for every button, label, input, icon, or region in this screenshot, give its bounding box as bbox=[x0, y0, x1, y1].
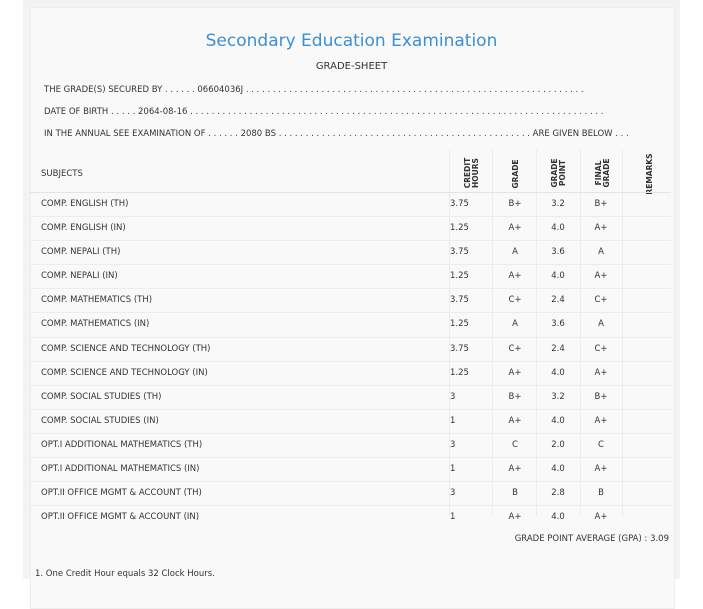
grade-point-cell: 4.0 bbox=[551, 271, 565, 282]
credit-hours-cell: 1 bbox=[450, 512, 456, 523]
grade-point-cell: 3.2 bbox=[551, 391, 565, 402]
grade-header: GRADE bbox=[511, 159, 520, 189]
footnote: 1. One Credit Hour equals 32 Clock Hours. bbox=[35, 569, 215, 579]
grade-cell: A bbox=[512, 247, 518, 258]
subject-cell: COMP. NEPALI (TH) bbox=[41, 247, 121, 258]
credit-hours-cell: 3 bbox=[450, 439, 456, 450]
subject-cell: OPT.II OFFICE MGMT & ACCOUNT (TH) bbox=[41, 488, 202, 499]
final-grade-cell: A bbox=[598, 319, 604, 330]
table-row bbox=[30, 433, 671, 457]
table-row bbox=[30, 361, 671, 385]
subject-cell: OPT.I ADDITIONAL MATHEMATICS (IN) bbox=[41, 464, 200, 475]
subject-cell: OPT.I ADDITIONAL MATHEMATICS (TH) bbox=[41, 439, 203, 450]
secured-by-line: THE GRADE(S) SECURED BY . . . . . . 06604036J . . . . . . . . . . . . . . . . . . . . . . . . . . . . . . . . . . . . . . . . . . . . . . . . . . . . . . . . . . . . . . . bbox=[44, 85, 584, 95]
credit-hours-cell: 3.75 bbox=[450, 343, 469, 354]
final-grade-header: FINAL GRADE bbox=[594, 158, 611, 188]
grade-point-cell: 2.4 bbox=[551, 295, 565, 306]
table-row bbox=[30, 409, 671, 433]
table-row bbox=[30, 457, 671, 481]
final-grade-cell: B+ bbox=[594, 199, 608, 209]
grade-cell: B+ bbox=[508, 199, 522, 209]
table-row bbox=[30, 264, 671, 288]
table-row bbox=[30, 481, 671, 505]
grade-point-cell: 3.2 bbox=[551, 199, 565, 209]
credit-hours-cell: 1.25 bbox=[450, 271, 469, 282]
credit-hours-header: CREDIT HOURS bbox=[463, 157, 480, 189]
credit-hours-cell: 1 bbox=[450, 464, 456, 475]
grade-point-cell: 2.0 bbox=[551, 439, 565, 450]
table-row bbox=[30, 240, 671, 264]
grade-point-cell: 3.6 bbox=[551, 247, 565, 258]
final-grade-cell: A+ bbox=[594, 464, 608, 475]
subject-cell: COMP. ENGLISH (TH) bbox=[41, 199, 129, 209]
final-grade-cell: A+ bbox=[594, 367, 608, 378]
grade-cell: A+ bbox=[508, 223, 522, 234]
sheet-subtitle: GRADE-SHEET bbox=[315, 61, 388, 72]
grade-cell: B+ bbox=[508, 391, 522, 402]
credit-hours-cell: 1 bbox=[450, 415, 456, 426]
table-row bbox=[30, 385, 671, 409]
final-grade-cell: A+ bbox=[594, 415, 608, 426]
subject-cell: COMP. SCIENCE AND TECHNOLOGY (TH) bbox=[41, 343, 211, 354]
exam-line: IN THE ANNUAL SEE EXAMINATION OF . . . . . . 2080 BS . . . . . . . . . . . . . . . . . . . . . . . . . . . . . . . . . . . . . . . . . . . . . . . ARE GIVEN BELOW . . . bbox=[44, 129, 629, 139]
credit-hours-cell: 3 bbox=[450, 488, 456, 499]
table-row bbox=[30, 312, 671, 336]
subject-cell: COMP. SOCIAL STUDIES (IN) bbox=[41, 415, 159, 426]
grade-point-cell: 4.0 bbox=[551, 512, 565, 523]
credit-hours-cell: 1.25 bbox=[450, 367, 469, 378]
grade-point-cell: 4.0 bbox=[551, 367, 565, 378]
grade-point-cell: 4.0 bbox=[551, 464, 565, 475]
grade-point-header: GRADE POINT bbox=[550, 158, 567, 188]
grade-cell: A+ bbox=[508, 464, 522, 475]
subject-cell: COMP. MATHEMATICS (TH) bbox=[41, 295, 153, 306]
final-grade-cell: A+ bbox=[594, 271, 608, 282]
credit-hours-cell: 3.75 bbox=[450, 199, 469, 209]
grade-cell: B bbox=[512, 488, 518, 499]
subjects-header: SUBJECTS bbox=[41, 169, 83, 179]
credit-hours-cell: 3.75 bbox=[450, 295, 469, 306]
grade-point-cell: 3.6 bbox=[551, 319, 565, 330]
subject-cell: COMP. SOCIAL STUDIES (TH) bbox=[41, 391, 162, 402]
remarks-header: REMARKS bbox=[645, 153, 654, 195]
grades-table bbox=[30, 192, 671, 529]
grade-cell: C+ bbox=[508, 295, 522, 306]
table-row bbox=[30, 337, 671, 361]
date-of-birth-line: DATE OF BIRTH . . . . . 2064-08-16 . . . . . . . . . . . . . . . . . . . . . . . . . . . . . . . . . . . . . . . . . . . . . . . . . . . . . . . . . . . . . . . . . . . . . . . . . . . . . bbox=[44, 107, 604, 117]
grade-cell: C+ bbox=[508, 343, 522, 354]
final-grade-cell: B+ bbox=[594, 391, 608, 402]
grade-point-cell: 2.8 bbox=[551, 488, 565, 499]
grade-point-cell: 2.4 bbox=[551, 343, 565, 354]
subject-cell: COMP. NEPALI (IN) bbox=[41, 271, 118, 282]
subject-cell: OPT.II OFFICE MGMT & ACCOUNT (IN) bbox=[41, 512, 200, 523]
table-row bbox=[30, 505, 671, 529]
subject-cell: COMP. SCIENCE AND TECHNOLOGY (IN) bbox=[41, 367, 208, 378]
grade-cell: A bbox=[512, 319, 518, 330]
gpa-summary: GRADE POINT AVERAGE (GPA) : 3.09 bbox=[514, 534, 669, 544]
table-row bbox=[30, 288, 671, 312]
grade-cell: A+ bbox=[508, 415, 522, 426]
grade-point-cell: 4.0 bbox=[551, 223, 565, 234]
credit-hours-cell: 1.25 bbox=[450, 223, 469, 234]
subject-cell: COMP. ENGLISH (IN) bbox=[41, 223, 126, 234]
final-grade-cell: C+ bbox=[594, 343, 608, 354]
grade-cell: C bbox=[512, 439, 518, 450]
final-grade-cell: B bbox=[598, 488, 604, 499]
final-grade-cell: C+ bbox=[594, 295, 608, 306]
credit-hours-cell: 1.25 bbox=[450, 319, 469, 330]
final-grade-cell: A bbox=[598, 247, 604, 258]
credit-hours-cell: 3.75 bbox=[450, 247, 469, 258]
table-row bbox=[30, 216, 671, 240]
final-grade-cell: C bbox=[598, 439, 604, 450]
credit-hours-cell: 3 bbox=[450, 391, 456, 402]
table-row bbox=[30, 192, 671, 216]
final-grade-cell: A+ bbox=[594, 512, 608, 523]
final-grade-cell: A+ bbox=[594, 223, 608, 234]
grade-cell: A+ bbox=[508, 271, 522, 282]
grade-cell: A+ bbox=[508, 512, 522, 523]
grade-point-cell: 4.0 bbox=[551, 415, 565, 426]
grade-cell: A+ bbox=[508, 367, 522, 378]
subject-cell: COMP. MATHEMATICS (IN) bbox=[41, 319, 150, 330]
exam-title: Secondary Education Examination bbox=[205, 31, 498, 51]
